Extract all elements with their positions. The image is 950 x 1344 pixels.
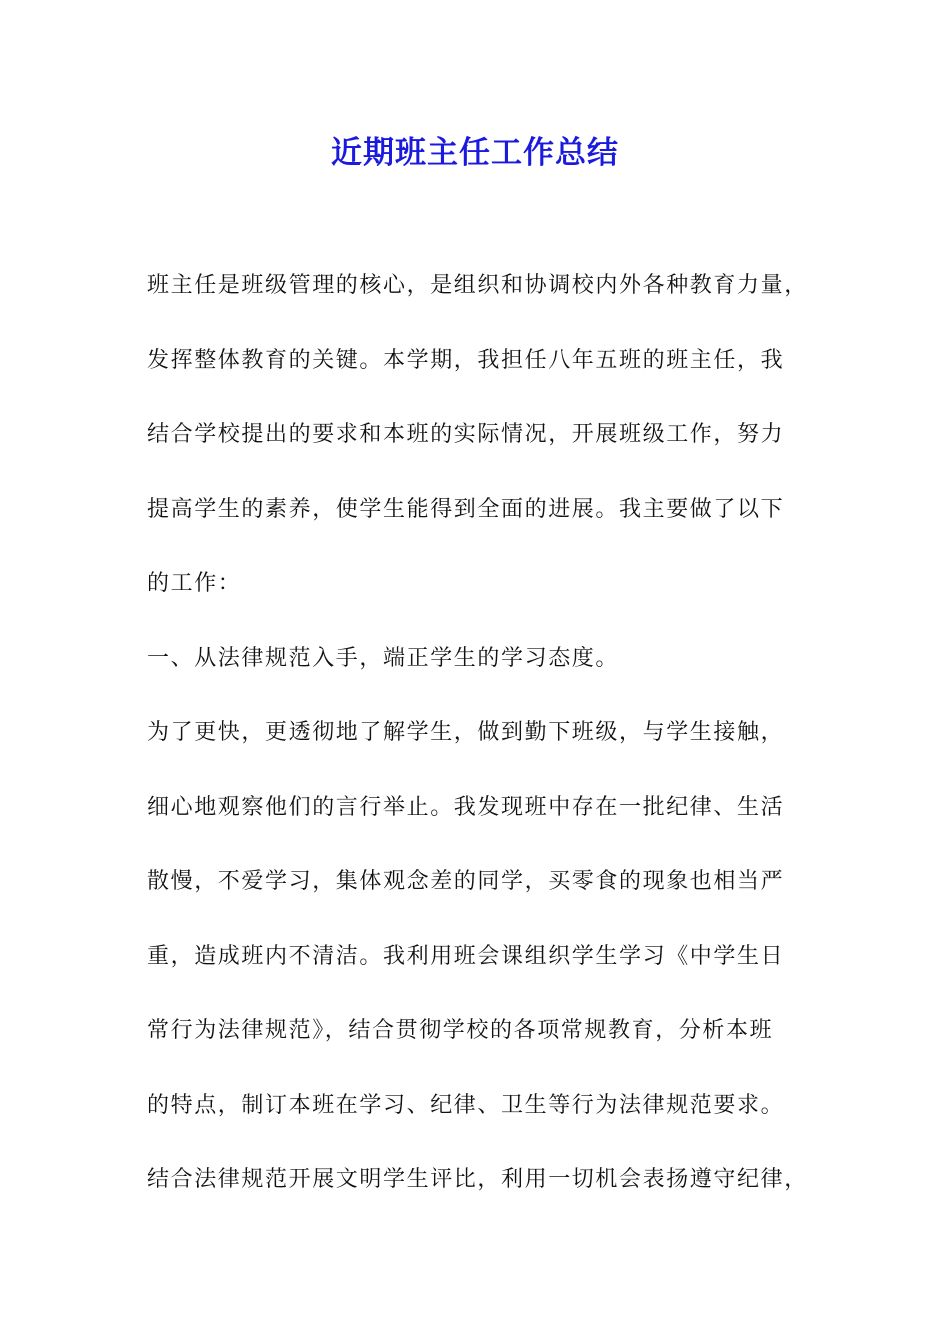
body-line: 结合法律规范开展文明学生评比，利用一切机会表扬遵守纪律， — [147, 1167, 808, 1192]
body-line: 为了更快，更透彻地了解学生，做到勤下班级，与学生接触， — [147, 720, 785, 745]
body-line: 重，造成班内不清洁。我利用班会课组织学生学习《中学生日 — [147, 943, 785, 969]
document-body — [147, 262, 807, 1231]
body-line: 的特点，制订本班在学习、纪律、卫生等行为法律规范要求。 — [147, 1092, 785, 1118]
body-line: 结合学校提出的要求和本班的实际情况，开展班级工作，努力 — [147, 422, 785, 447]
body-line: 细心地观察他们的言行举止。我发现班中存在一批纪律、生活 — [147, 794, 785, 820]
body-line: 散慢，不爱学习，集体观念差的同学，买零食的现象也相当严 — [147, 869, 785, 894]
body-line: 常行为法律规范》，结合贯彻学校的各项常规教育，分析本班 — [147, 1018, 774, 1043]
body-line: 提高学生的素养，使学生能得到全面的进展。我主要做了以下 — [147, 496, 785, 522]
section-heading: 一、从法律规范入手，端正学生的学习态度。 — [147, 645, 620, 671]
document-title: 近期班主任工作总结 — [331, 135, 619, 171]
body-line: 的工作： — [147, 571, 242, 596]
body-line: 发挥整体教育的关键。本学期，我担任八年五班的班主任，我 — [147, 347, 785, 373]
body-line: 班主任是班级管理的核心，是组织和协调校内外各种教育力量， — [147, 273, 808, 298]
